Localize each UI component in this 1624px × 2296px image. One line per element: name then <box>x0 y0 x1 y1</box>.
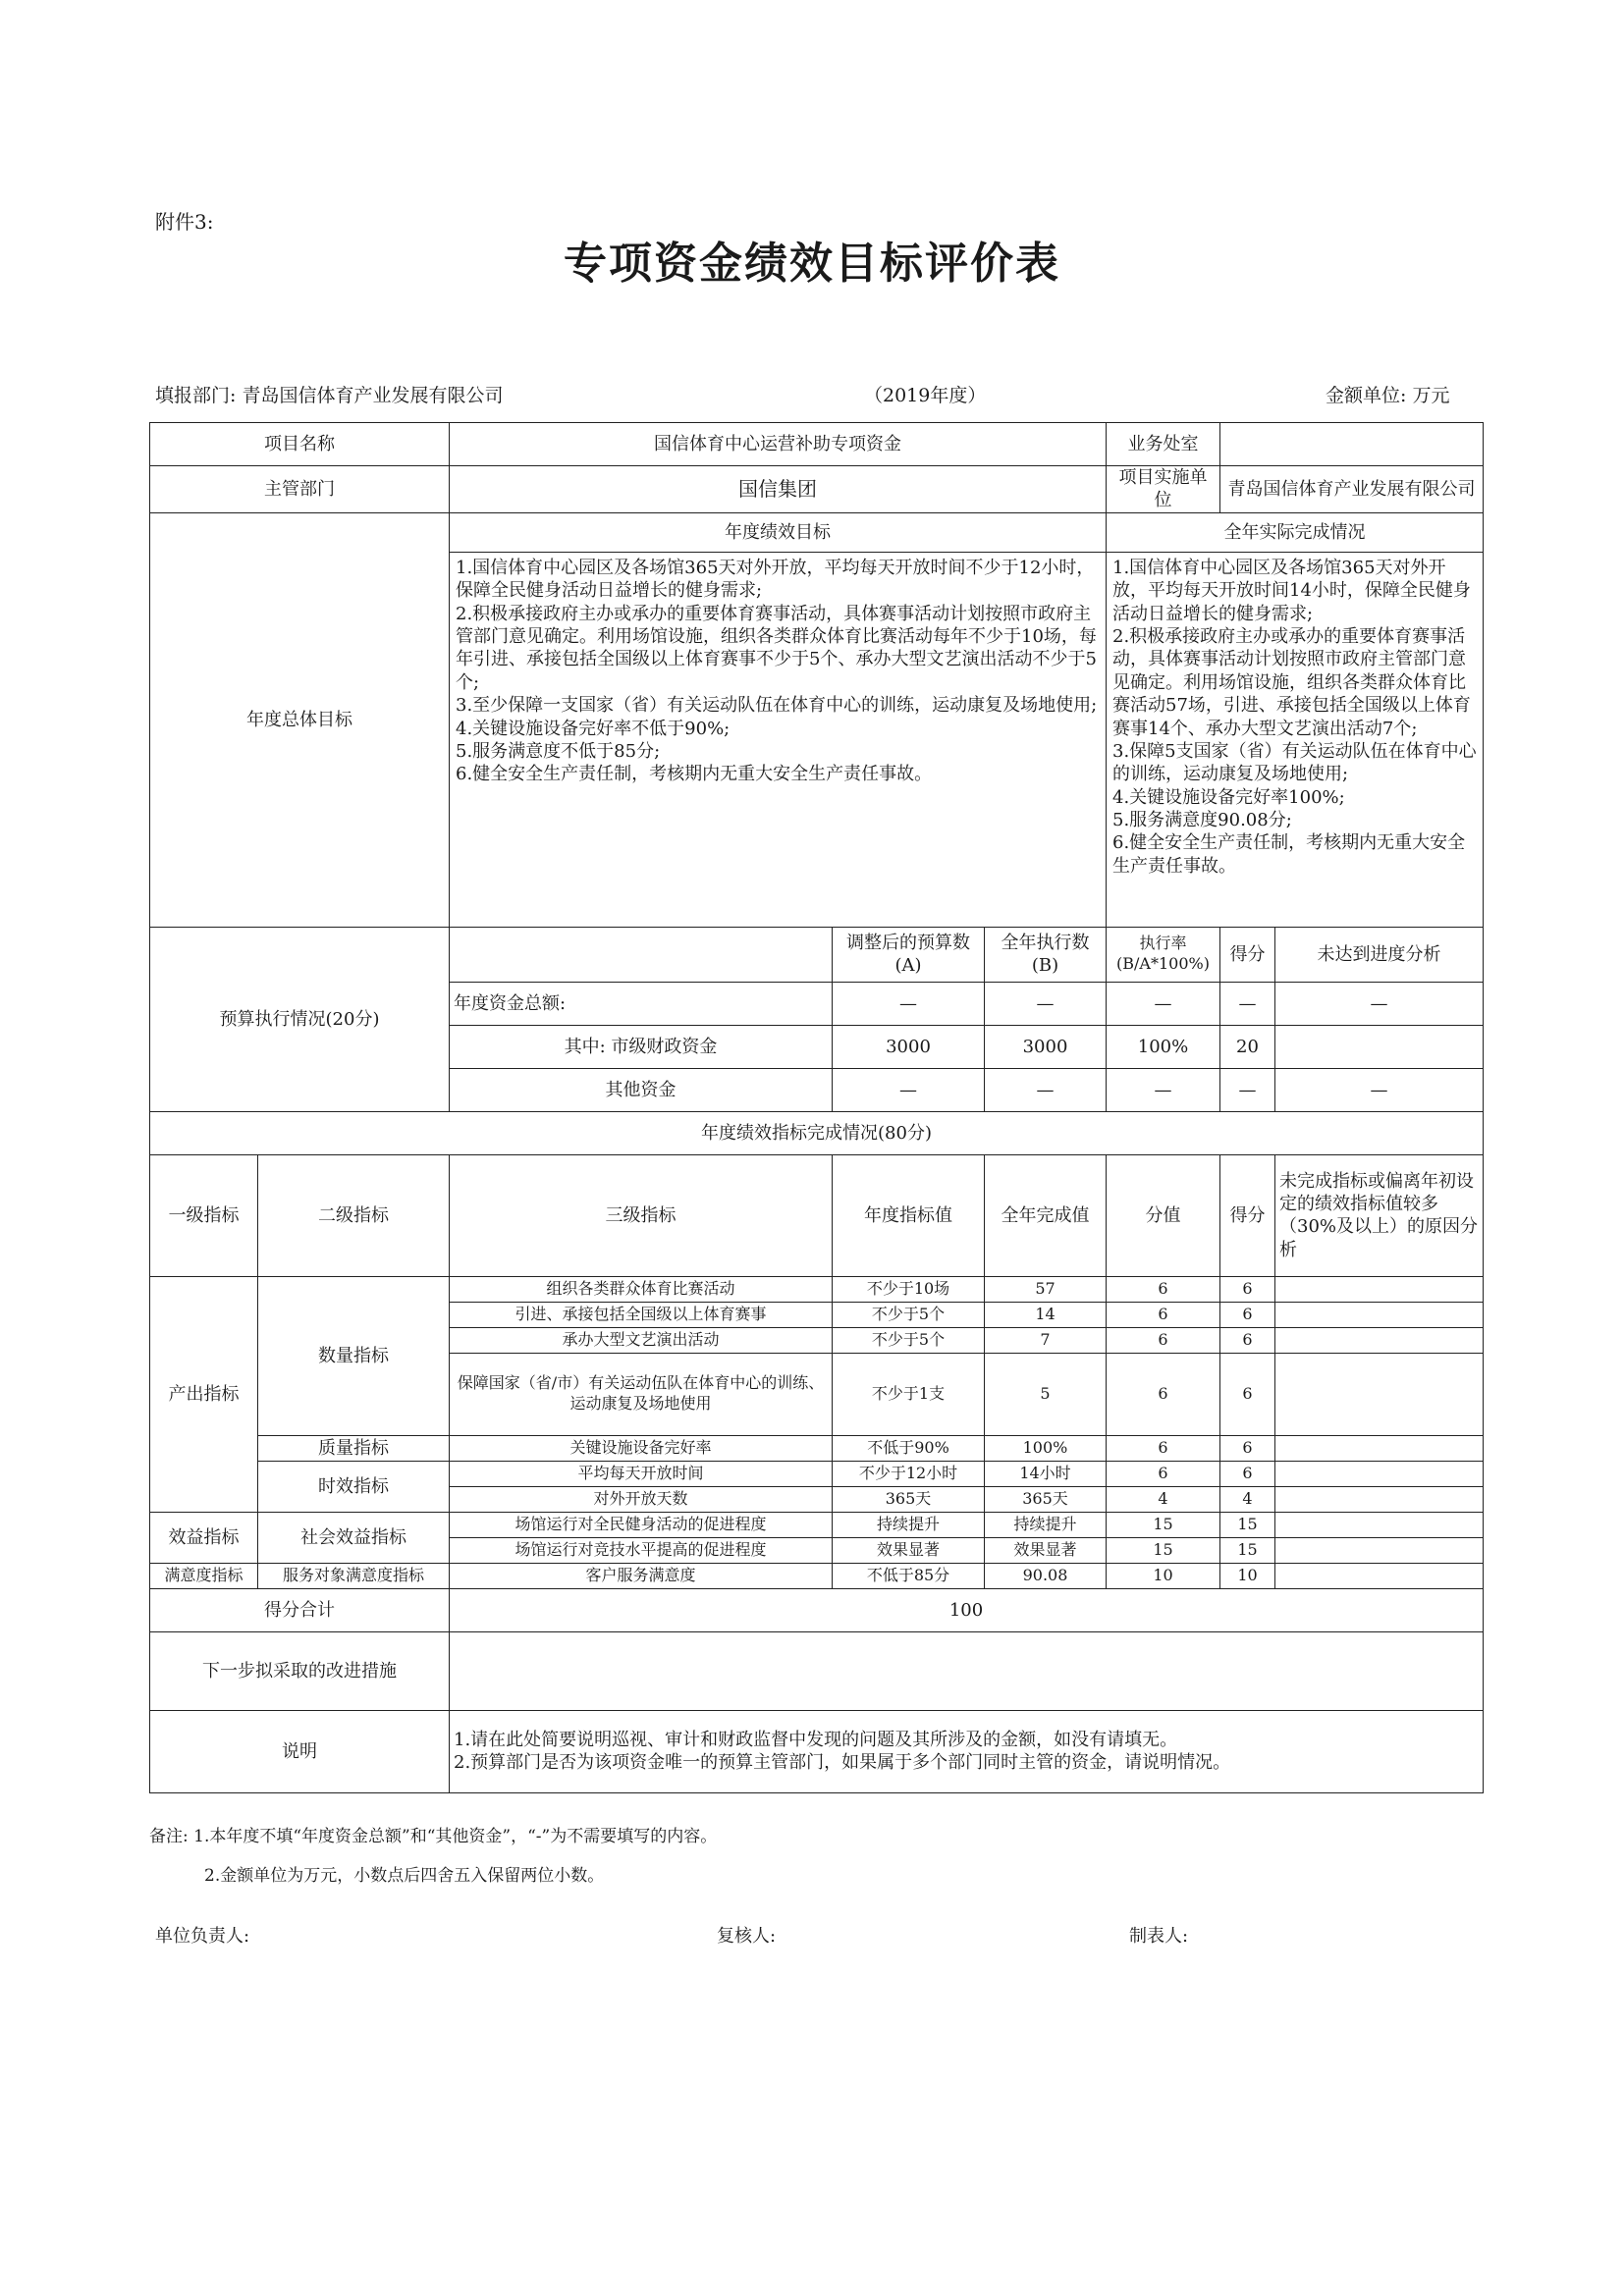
implementer-value: 青岛国信体育产业发展有限公司 <box>1220 466 1484 513</box>
budget-rate: — <box>1107 982 1220 1025</box>
budget-analysis <box>1275 1025 1484 1068</box>
budget-adjusted: 3000 <box>833 1025 985 1068</box>
indicator-score: 6 <box>1220 1327 1275 1353</box>
indicator-actual: 5 <box>985 1353 1107 1435</box>
budget-col-score: 得分 <box>1220 927 1275 982</box>
budget-score: — <box>1220 1068 1275 1111</box>
evaluation-table <box>149 422 1484 1793</box>
indicator-actual: 90.08 <box>985 1563 1107 1588</box>
col-level2: 二级指标 <box>258 1154 450 1276</box>
notes-content <box>450 1710 1484 1792</box>
indicator-points: 6 <box>1107 1327 1220 1353</box>
col-reason: 未完成指标或偏离年初设定的绩效指标值较多（30%及以上）的原因分析 <box>1275 1154 1484 1276</box>
indicator-actual: 57 <box>985 1276 1107 1302</box>
indicator-name: 承办大型文艺演出活动 <box>450 1327 833 1353</box>
indicator-target: 365天 <box>833 1486 985 1512</box>
amount-unit: 金额单位: 万元 <box>1326 385 1450 406</box>
target-header: 年度绩效目标 <box>450 512 1107 552</box>
indicator-target: 不低于85分 <box>833 1563 985 1588</box>
budget-row-label: 年度资金总额: <box>450 982 833 1025</box>
col-target: 年度指标值 <box>833 1154 985 1276</box>
notes-label: 说明 <box>150 1710 450 1792</box>
indicator-points: 15 <box>1107 1512 1220 1537</box>
actual-goal-6: 6.健全安全生产责任制，考核期内无重大安全生产责任事故。 <box>1112 832 1466 877</box>
indicator-score: 15 <box>1220 1512 1275 1537</box>
indicator-name: 对外开放天数 <box>450 1486 833 1512</box>
budget-score: 20 <box>1220 1025 1275 1068</box>
budget-executed: — <box>985 982 1107 1025</box>
col-score: 得分 <box>1220 1154 1275 1276</box>
indicator-reason <box>1275 1512 1484 1537</box>
indicator-target: 不少于5个 <box>833 1302 985 1327</box>
indicator-points: 6 <box>1107 1435 1220 1461</box>
annual-goals-label: 年度总体目标 <box>150 512 450 927</box>
indicator-score: 6 <box>1220 1302 1275 1327</box>
indicator-points: 6 <box>1107 1276 1220 1302</box>
indicator-name: 场馆运行对全民健身活动的促进程度 <box>450 1512 833 1537</box>
group-service-satisfaction: 服务对象满意度指标 <box>258 1563 450 1588</box>
budget-col-adjusted: 调整后的预算数(A) <box>833 927 985 982</box>
budget-label: 预算执行情况(20分) <box>150 927 450 1111</box>
col-points: 分值 <box>1107 1154 1220 1276</box>
indicator-actual: 效果显著 <box>985 1537 1107 1563</box>
indicator-reason <box>1275 1486 1484 1512</box>
reporting-department: 填报部门: 青岛国信体育产业发展有限公司 <box>155 385 504 406</box>
budget-analysis: — <box>1275 982 1484 1025</box>
col-level1: 一级指标 <box>150 1154 258 1276</box>
attachment-label: 附件3: <box>155 210 214 234</box>
indicator-actual: 14 <box>985 1302 1107 1327</box>
indicator-target: 不少于1支 <box>833 1353 985 1435</box>
actual-goal-2: 2.积极承接政府主办或承办的重要体育赛事活动，具体赛事活动计划按照市政府主管部门意见确定。利用场馆设施，组织各类群众体育比赛活动57场，引进、承接包括全国级以上体育赛事14个、承办大型文艺演出活动7个; <box>1112 625 1471 739</box>
actual-goal-4: 4.关键设施设备完好率100%; <box>1112 786 1345 808</box>
improvement-value <box>450 1631 1484 1710</box>
note-line-2: 2.预算部门是否为该项资金唯一的预算主管部门，如果属于多个部门同时主管的资金，请说明情况。 <box>454 1752 1231 1774</box>
indicator-reason <box>1275 1353 1484 1435</box>
indicators-section-title: 年度绩效指标完成情况(80分) <box>150 1111 1484 1154</box>
indicator-actual: 持续提升 <box>985 1512 1107 1537</box>
indicator-points: 15 <box>1107 1537 1220 1563</box>
budget-adjusted: — <box>833 982 985 1025</box>
indicator-name: 引进、承接包括全国级以上体育赛事 <box>450 1302 833 1327</box>
indicator-points: 4 <box>1107 1486 1220 1512</box>
actual-goal-1: 1.国信体育中心园区及各场馆365天对外开放，平均每天开放时间14小时，保障全民健身活动日益增长的健身需求; <box>1112 557 1471 624</box>
indicator-target: 不低于90% <box>833 1435 985 1461</box>
indicator-name: 平均每天开放时间 <box>450 1461 833 1486</box>
authority-label: 主管部门 <box>150 466 450 513</box>
project-name-label: 项目名称 <box>150 423 450 466</box>
indicator-points: 6 <box>1107 1353 1220 1435</box>
budget-row-label: 其中: 市级财政资金 <box>450 1025 833 1068</box>
col-level3: 三级指标 <box>450 1154 833 1276</box>
project-name-value: 国信体育中心运营补助专项资金 <box>450 423 1107 466</box>
indicator-actual: 14小时 <box>985 1461 1107 1486</box>
budget-adjusted: — <box>833 1068 985 1111</box>
indicator-reason <box>1275 1276 1484 1302</box>
target-goal-6: 6.健全安全生产责任制，考核期内无重大安全生产责任事故。 <box>456 764 933 785</box>
indicator-target: 不少于12小时 <box>833 1461 985 1486</box>
budget-col-rate: 执行率(B/A*100%) <box>1107 927 1220 982</box>
indicator-points: 10 <box>1107 1563 1220 1588</box>
indicator-name: 保障国家（省/市）有关运动伍队在体育中心的训练、运动康复及场地使用 <box>450 1353 833 1435</box>
indicator-score: 15 <box>1220 1537 1275 1563</box>
indicator-points: 6 <box>1107 1461 1220 1486</box>
page-title: 专项资金绩效目标评价表 <box>564 239 1060 289</box>
indicator-score: 6 <box>1220 1461 1275 1486</box>
indicator-reason <box>1275 1563 1484 1588</box>
indicator-reason <box>1275 1302 1484 1327</box>
business-office-label: 业务处室 <box>1107 423 1220 466</box>
fiscal-year: （2019年度） <box>864 385 987 406</box>
actual-header: 全年实际完成情况 <box>1107 512 1484 552</box>
indicator-target: 不少于5个 <box>833 1327 985 1353</box>
footnote-2: 2.金额单位为万元，小数点后四舍五入保留两位小数。 <box>204 1866 605 1886</box>
indicator-target: 效果显著 <box>833 1537 985 1563</box>
indicator-reason <box>1275 1327 1484 1353</box>
group-benefit: 效益指标 <box>150 1512 258 1563</box>
indicator-score: 6 <box>1220 1435 1275 1461</box>
actual-goal-3: 3.保障5支国家（省）有关运动队伍在体育中心的训练，运动康复及场地使用; <box>1112 740 1477 785</box>
target-goal-2: 2.积极承接政府主办或承办的重要体育赛事活动，具体赛事活动计划按照市政府主管部门意见确定。利用场馆设施，组织各类群众体育比赛活动每年不少于10场，每年引进、承接包括全国级以上体育赛事不少于5个、承办大型文艺演出活动不少于5个; <box>456 603 1097 693</box>
target-goals <box>450 552 1107 927</box>
target-goal-5: 5.服务满意度不低于85分; <box>456 740 661 762</box>
indicator-points: 6 <box>1107 1302 1220 1327</box>
budget-analysis: — <box>1275 1068 1484 1111</box>
target-goal-1: 1.国信体育中心园区及各场馆365天对外开放，平均每天开放时间不少于12小时，保障全民健身活动日益增长的健身需求; <box>456 557 1095 602</box>
total-value: 100 <box>450 1588 1484 1631</box>
indicator-actual: 365天 <box>985 1486 1107 1512</box>
signature-reviewer: 复核人: <box>717 1926 777 1947</box>
group-social: 社会效益指标 <box>258 1512 450 1563</box>
group-satisfaction: 满意度指标 <box>150 1563 258 1588</box>
indicator-target: 不少于10场 <box>833 1276 985 1302</box>
group-quality: 质量指标 <box>258 1435 450 1461</box>
total-label: 得分合计 <box>150 1588 450 1631</box>
indicator-reason <box>1275 1461 1484 1486</box>
note-line-1: 1.请在此处简要说明巡视、审计和财政监督中发现的问题及其所涉及的金额，如没有请填无。 <box>454 1729 1178 1750</box>
target-goal-4: 4.关键设施设备完好率不低于90%; <box>456 718 731 739</box>
budget-col-analysis: 未达到进度分析 <box>1275 927 1484 982</box>
indicator-actual: 100% <box>985 1435 1107 1461</box>
signature-head: 单位负责人: <box>155 1926 250 1947</box>
indicator-score: 6 <box>1220 1353 1275 1435</box>
budget-rate: 100% <box>1107 1025 1220 1068</box>
indicator-target: 持续提升 <box>833 1512 985 1537</box>
indicator-actual: 7 <box>985 1327 1107 1353</box>
group-timeliness: 时效指标 <box>258 1461 450 1512</box>
indicator-name: 关键设施设备完好率 <box>450 1435 833 1461</box>
budget-col-executed: 全年执行数(B) <box>985 927 1107 982</box>
indicator-score: 10 <box>1220 1563 1275 1588</box>
indicator-name: 场馆运行对竞技水平提高的促进程度 <box>450 1537 833 1563</box>
indicator-name: 客户服务满意度 <box>450 1563 833 1588</box>
indicator-score: 4 <box>1220 1486 1275 1512</box>
budget-executed: — <box>985 1068 1107 1111</box>
implementer-label: 项目实施单位 <box>1107 466 1220 513</box>
indicator-score: 6 <box>1220 1276 1275 1302</box>
target-goal-3: 3.至少保障一支国家（省）有关运动队伍在体育中心的训练，运动康复及场地使用; <box>456 695 1098 717</box>
col-actual: 全年完成值 <box>985 1154 1107 1276</box>
group-quantity: 数量指标 <box>258 1276 450 1435</box>
improvement-label: 下一步拟采取的改进措施 <box>150 1631 450 1710</box>
actual-goals <box>1107 552 1484 927</box>
actual-goal-5: 5.服务满意度90.08分; <box>1112 810 1292 831</box>
authority-value: 国信集团 <box>450 466 1107 513</box>
indicator-reason <box>1275 1435 1484 1461</box>
footnote-1: 备注: 1.本年度不填“年度资金总额”和“其他资金”，“-”为不需要填写的内容。 <box>149 1827 718 1846</box>
budget-blank <box>450 927 833 982</box>
budget-row-label: 其他资金 <box>450 1068 833 1111</box>
indicator-name: 组织各类群众体育比赛活动 <box>450 1276 833 1302</box>
business-office-value <box>1220 423 1484 466</box>
budget-executed: 3000 <box>985 1025 1107 1068</box>
indicator-reason <box>1275 1537 1484 1563</box>
signature-maker: 制表人: <box>1129 1926 1189 1947</box>
budget-score: — <box>1220 982 1275 1025</box>
budget-rate: — <box>1107 1068 1220 1111</box>
group-output: 产出指标 <box>150 1276 258 1512</box>
